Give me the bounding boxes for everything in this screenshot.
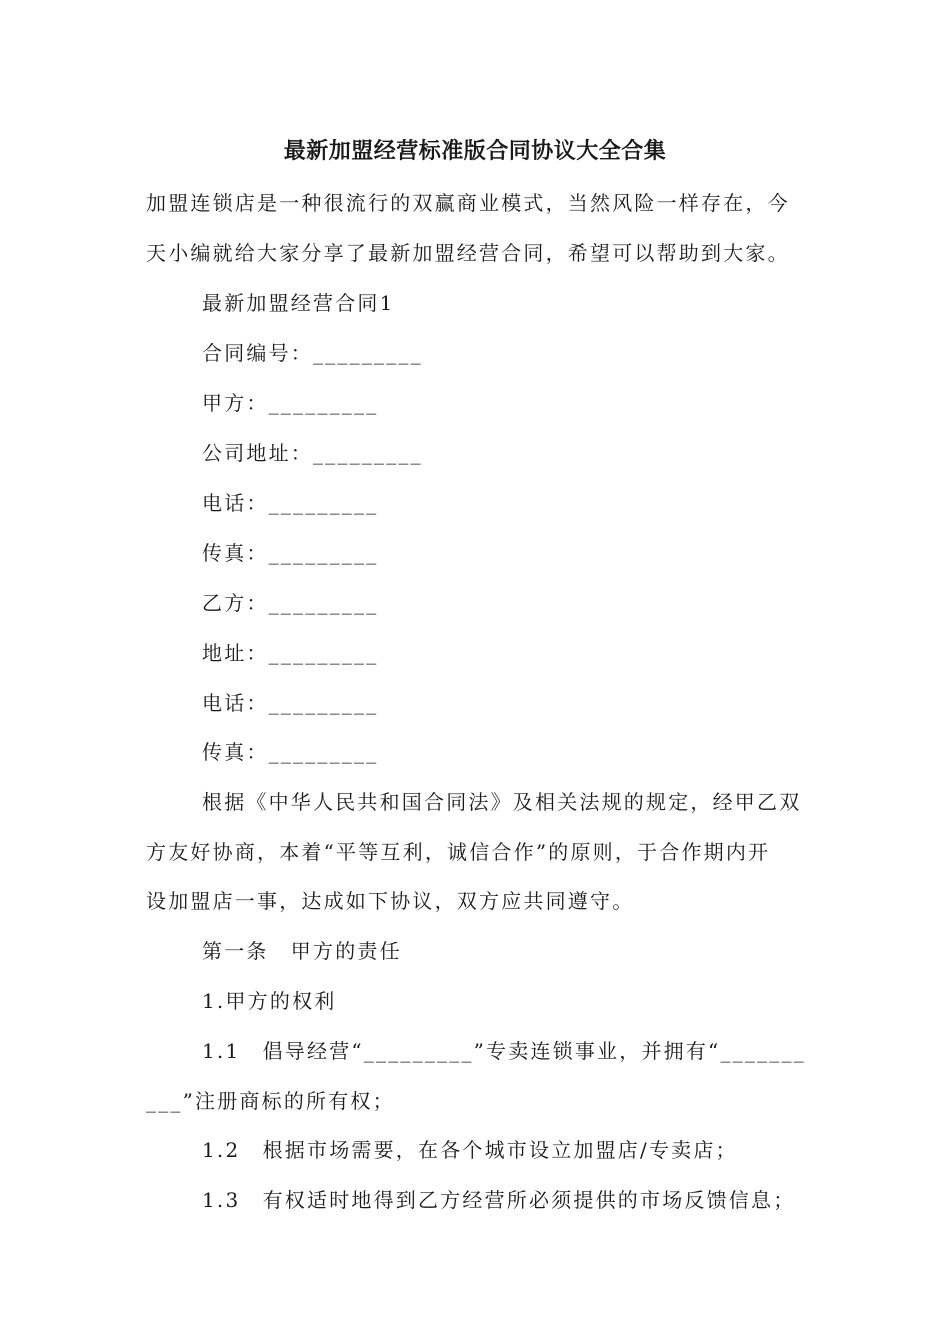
clause-line: 1.1 倡导经营“_________”专卖连锁事业，并拥有“_______ <box>202 1039 806 1063</box>
field-line: 公司地址：_________ <box>202 441 423 465</box>
paragraph-line: 天小编就给大家分享了最新加盟经营合同，希望可以帮助到大家。 <box>146 241 790 265</box>
paragraph-line: 根据《中华人民共和国合同法》及相关法规的规定，经甲乙双 <box>202 790 802 814</box>
field-line: 地址：_________ <box>202 641 379 665</box>
field-line: 电话：_________ <box>202 491 379 515</box>
section-heading: 最新加盟经营合同1 <box>202 291 395 315</box>
paragraph-line: 方友好协商，本着“平等互利，诚信合作”的原则，于合作期内开 <box>146 840 771 864</box>
document-title: 最新加盟经营标准版合同协议大全合集 <box>283 139 667 164</box>
clause-line: 1.2 根据市场需要，在各个城市设立加盟店/专卖店； <box>202 1138 738 1162</box>
paragraph-line: 加盟连锁店是一种很流行的双赢商业模式，当然风险一样存在，今 <box>146 191 790 215</box>
clause-line: 1.3 有权适时地得到乙方经营所必须提供的市场反馈信息； <box>202 1188 796 1212</box>
field-line: 传真：_________ <box>202 541 379 565</box>
field-line: 甲方：_________ <box>202 391 379 415</box>
clause-heading: 1.甲方的权利 <box>202 989 337 1013</box>
field-line: 合同编号：_________ <box>202 341 423 365</box>
field-line: 乙方：_________ <box>202 591 379 615</box>
field-line: 电话：_________ <box>202 691 379 715</box>
paragraph-line: 设加盟店一事，达成如下协议，双方应共同遵守。 <box>146 889 635 913</box>
field-line: 传真：_________ <box>202 740 379 764</box>
article-heading: 第一条 甲方的责任 <box>202 939 402 963</box>
clause-line: ___”注册商标的所有权； <box>146 1089 395 1113</box>
